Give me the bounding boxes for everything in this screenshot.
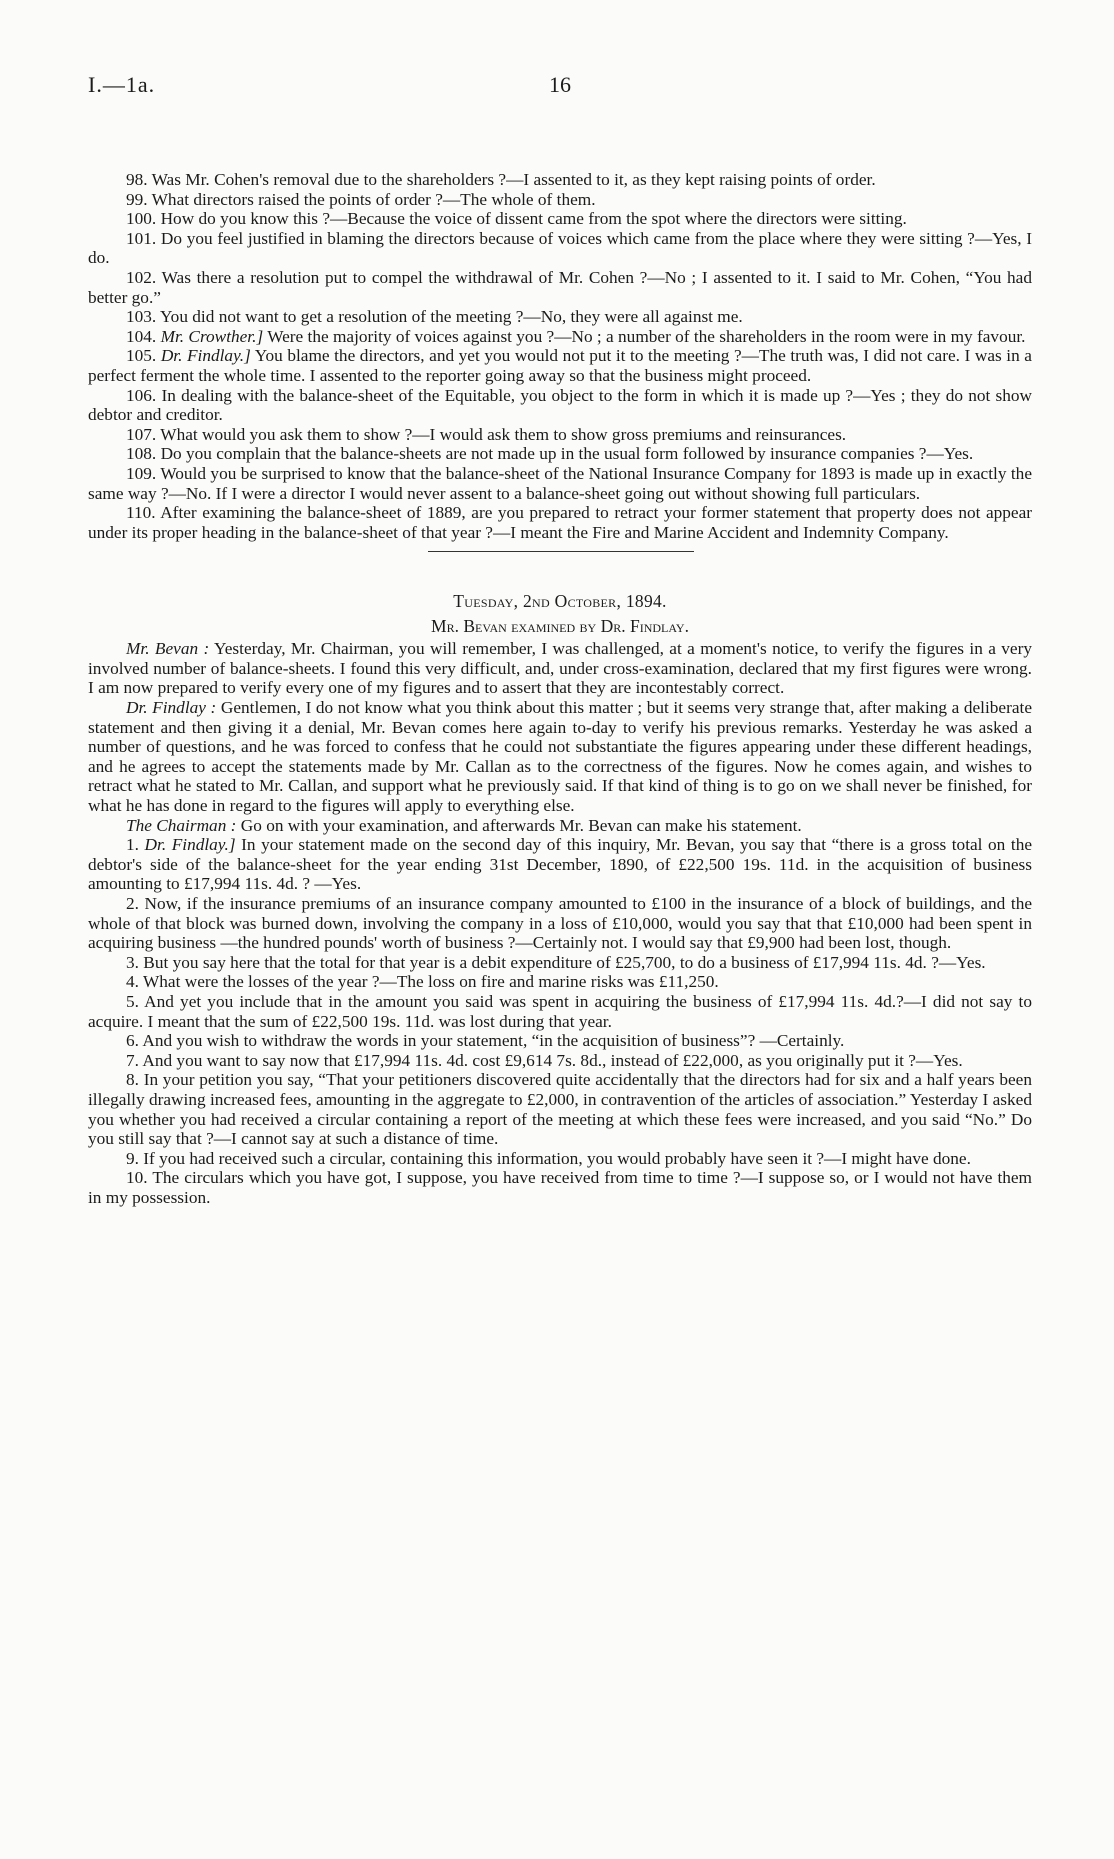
question-number: 4. bbox=[126, 972, 139, 992]
question-number: 108. bbox=[126, 444, 157, 464]
paragraph-text: And you want to say now that £17,994 11s. 4d. cost £9,614 7s. 8d., instead of £22,000, as you originally put it ?—Yes. bbox=[142, 1050, 963, 1070]
paragraph-text: In your statement made on the second day of this inquiry, Mr. Bevan, you say that “there is a gross total on the debtor's side of the balance-sheet for the year ending 31st December, 1890, of £22,500 19s. 11d. in the acquisition of business amounting to £17,994 11s. 4d. ? —Yes. bbox=[88, 835, 1033, 894]
paragraph-text: After examining the balance-sheet of 1889, are you prepared to retract your former statement that property does not appear under its proper heading in the balance-sheet of that year ?—I meant the Fire and Marine Accident and Indemnity Company. bbox=[88, 503, 1032, 542]
paragraph-text: If you had received such a circular, containing this information, you would probably have seen it ?—I might have done. bbox=[143, 1148, 971, 1168]
speaker-name: Dr. Findlay.] bbox=[160, 346, 251, 366]
speaker-name: The Chairman : bbox=[126, 815, 237, 835]
question-paragraph bbox=[88, 1168, 1032, 1207]
questions-98-110 bbox=[88, 170, 1032, 542]
paragraph-text: The circulars which you have got, I suppose, you have received from time to time ?—I suppose so, or I would not have them in my possession. bbox=[88, 1168, 1033, 1207]
opening-statements bbox=[88, 639, 1032, 835]
paragraph-text: Do you complain that the balance-sheets are not made up in the usual form followed by insurance companies ?—Yes. bbox=[160, 444, 974, 464]
examination-heading: Mr. Bevan examined by Dr. Findlay. bbox=[431, 616, 689, 637]
paragraph-text: Was there a resolution put to compel the withdrawal of Mr. Cohen ?—No ; I assented to it. I said to Mr. Cohen, “You had better go.” bbox=[88, 267, 1032, 307]
paragraph-text: What would you ask them to show ?—I would ask them to show gross premiums and reinsurances. bbox=[160, 424, 847, 444]
question-number: 2. bbox=[126, 894, 139, 913]
question-number: 106. bbox=[126, 385, 157, 405]
question-paragraph bbox=[88, 972, 1032, 992]
question-number: 1. bbox=[126, 835, 139, 855]
speaker-name: Mr. Bevan : bbox=[126, 639, 210, 659]
question-paragraph bbox=[88, 1031, 1032, 1051]
question-paragraph bbox=[88, 425, 1032, 445]
question-paragraph bbox=[88, 464, 1032, 503]
paragraph-text: And you wish to withdraw the words in your statement, “in the acquisition of business”? —Certainly. bbox=[142, 1031, 845, 1051]
question-number: 107. bbox=[126, 424, 157, 444]
paragraph-text: But you say here that the total for that year is a debit expenditure of £25,700, to do a business of £17,994 11s. 4d. ?—Yes. bbox=[143, 952, 986, 972]
paragraph-text: How do you know this ?—Because the voice of dissent came from the spot where the directors were sitting. bbox=[160, 209, 907, 229]
statement-paragraph bbox=[88, 639, 1032, 698]
question-number: 100. bbox=[126, 209, 157, 229]
question-paragraph bbox=[88, 229, 1032, 268]
question-number: 101. bbox=[126, 228, 157, 248]
page-header bbox=[88, 72, 1032, 108]
speaker-name: Dr. Findlay.] bbox=[144, 835, 236, 855]
question-number: 109. bbox=[126, 463, 157, 483]
paragraph-text: Go on with your examination, and afterwards Mr. Bevan can make his statement. bbox=[240, 815, 802, 835]
question-number: 7. bbox=[126, 1050, 139, 1070]
question-paragraph bbox=[88, 1051, 1032, 1071]
question-paragraph bbox=[88, 170, 1032, 190]
paragraph-text: Would you be surprised to know that the balance-sheet of the National Insurance Company for 1893 is made up in exactly the same way ?—No. If I were a director I would never assent to a balance-sheet going out without showing full particulars. bbox=[88, 463, 1032, 503]
question-paragraph bbox=[88, 1149, 1032, 1169]
paragraph-text: What were the losses of the year ?—The loss on fire and marine risks was £11,250. bbox=[142, 972, 719, 992]
question-number: 103. bbox=[126, 307, 157, 327]
questions-1-10 bbox=[88, 835, 1032, 1207]
paragraph-text: Were the majority of voices against you ?—No ; a number of the shareholders in the room were in my favour. bbox=[267, 326, 1026, 346]
question-number: 105. bbox=[126, 346, 157, 366]
question-paragraph bbox=[88, 386, 1032, 425]
question-paragraph bbox=[88, 268, 1032, 307]
question-number: 3. bbox=[126, 952, 139, 972]
question-number: 110. bbox=[126, 503, 156, 523]
paragraph-text: You blame the directors, and yet you would not put it to the meeting ?—The truth was, I did not care. I was in a perfect ferment the whole time. I assented to the reporter going away so that the business might proceed. bbox=[88, 346, 1032, 385]
speaker-name: Dr. Findlay : bbox=[126, 698, 217, 718]
question-paragraph bbox=[88, 992, 1032, 1031]
question-number: 99. bbox=[126, 189, 148, 209]
paragraph-text: Now, if the insurance premiums of an insurance company amounted to £100 in the insurance of a block of buildings, and the whole of that block was burned down, involving the company in a loss of £10,000, would you say that that £10,000 had been spent in acquiring business —the hundred pounds' worth of business ?—Certainly not. I would say that £9,900 had been lost, though. bbox=[88, 894, 1032, 953]
section-separator bbox=[88, 542, 1032, 570]
paragraph-text: Gentlemen, I do not know what you think about this matter ; but it seems very strange that, after making a deliberate statement and then giving it a denial, Mr. Bevan comes here again to-day to verify his previous remarks. Yesterday he was asked a number of questions, and he was forced to confess that he could not substantiate the figures appearing under these different headings, and he agrees to accept the statements made by Mr. Callan as to the correctness of the figures. Now he comes again, and wishes to retract what he stated to Mr. Callan, and support what he previously said. If that kind of thing is to go on we shall never be finished, for what he has done in regard to the figures will apply to everything else. bbox=[88, 698, 1032, 816]
paragraph-text: Was Mr. Cohen's removal due to the shareholders ?—I assented to it, as they kept raising points of order. bbox=[151, 170, 876, 189]
paragraph-text: In dealing with the balance-sheet of the Equitable, you object to the form in which it is made up ?—Yes ; they do not show debtor and creditor. bbox=[88, 385, 1032, 425]
question-paragraph bbox=[88, 209, 1032, 229]
statement-paragraph bbox=[88, 698, 1032, 816]
question-number: 8. bbox=[126, 1070, 139, 1090]
speaker-name: Mr. Crowther.] bbox=[160, 326, 264, 346]
paragraph-text: In your petition you say, “That your petitioners discovered quite accidentally that the directors had for six and a half years been illegally drawing increased fees, amounting in the aggregate to £2,000, in contravention of the articles of association.” Yesterday I asked you whether you had received a circular containing a report of the meeting at which these fees were increased, and you said “No.” Do you still say that ?—I cannot say at such a distance of time. bbox=[88, 1070, 1032, 1149]
question-paragraph bbox=[88, 190, 1032, 210]
question-number: 6. bbox=[126, 1031, 139, 1051]
question-paragraph bbox=[88, 1070, 1032, 1148]
question-number: 102. bbox=[126, 267, 157, 287]
question-paragraph bbox=[88, 835, 1032, 894]
paragraph-text: Do you feel justified in blaming the directors because of voices which came from the place where they were sitting ?—Yes, I do. bbox=[88, 228, 1033, 268]
paragraph-text: And yet you include that in the amount you said was spent in acquiring the business of £17,994 11s. 4d.?—I did not say to acquire. I meant that the sum of £22,500 19s. 11d. was lost during that year. bbox=[88, 991, 1032, 1031]
question-number: 98. bbox=[126, 170, 148, 189]
question-number: 10. bbox=[126, 1168, 148, 1188]
question-paragraph bbox=[88, 327, 1032, 347]
question-paragraph bbox=[88, 346, 1032, 385]
question-number: 104. bbox=[126, 326, 157, 346]
document-reference: I.—1a. bbox=[88, 72, 156, 97]
question-paragraph bbox=[88, 953, 1032, 973]
statement-paragraph bbox=[88, 816, 1032, 836]
date-heading: Tuesday, 2nd October, 1894. bbox=[453, 591, 667, 612]
separator-rule bbox=[428, 551, 694, 552]
question-number: 5. bbox=[126, 991, 139, 1011]
paragraph-text: You did not want to get a resolution of the meeting ?—No, they were all against me. bbox=[159, 307, 743, 327]
question-paragraph bbox=[88, 307, 1032, 327]
question-paragraph bbox=[88, 444, 1032, 464]
question-paragraph bbox=[88, 503, 1032, 542]
paragraph-text: What directors raised the points of order ?—The whole of them. bbox=[151, 189, 596, 209]
paragraph-text: Yesterday, Mr. Chairman, you will remember, I was challenged, at a moment's notice, to verify the figures in a very involved number of balance-sheets. I found this very difficult, and, under cross-examination, declared that my first figures were wrong. I am now prepared to verify every one of my figures and to assert that they are incontestably correct. bbox=[88, 639, 1032, 698]
question-number: 9. bbox=[126, 1148, 139, 1168]
question-paragraph bbox=[88, 894, 1032, 953]
page-number: 16 bbox=[549, 72, 571, 97]
